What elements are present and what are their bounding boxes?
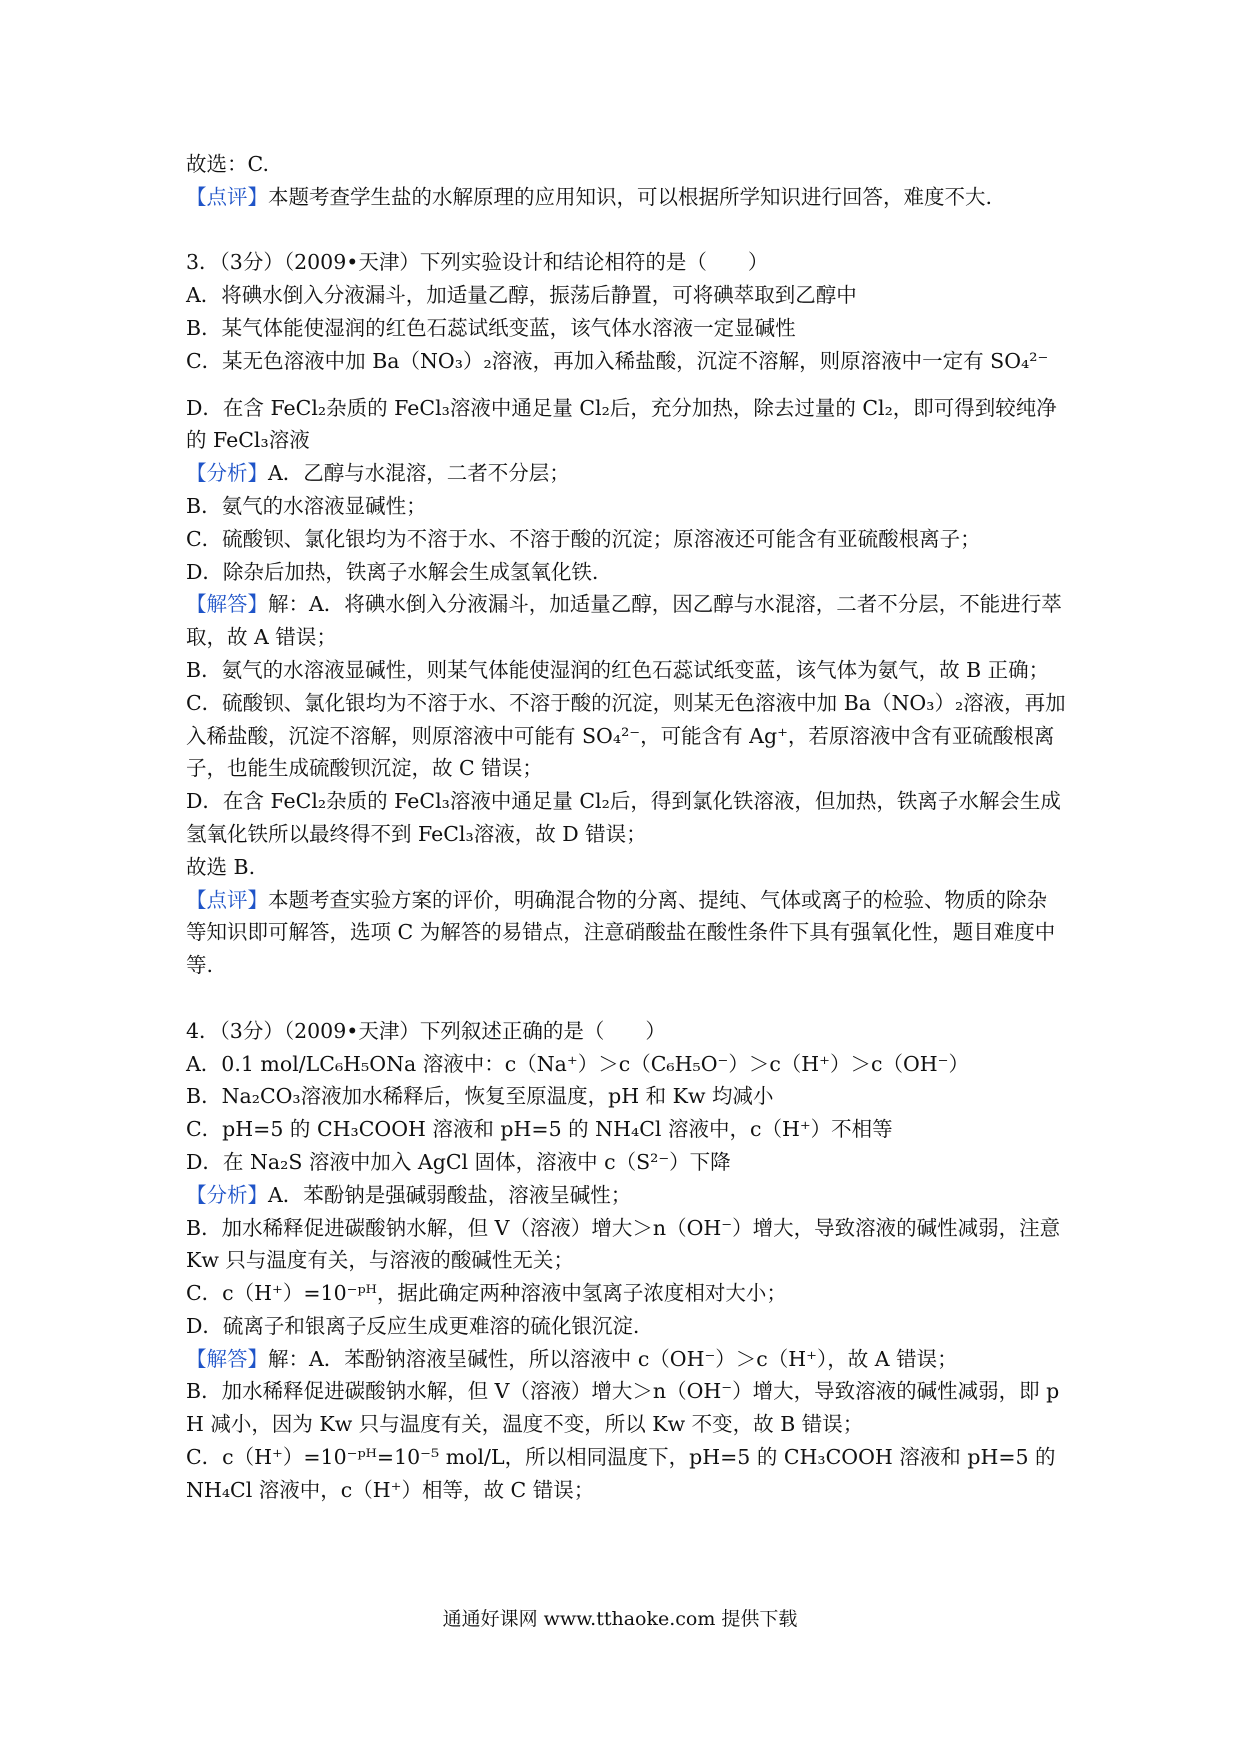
q3-answer-c: C．硫酸钡、氯化银均为不溶于水、不溶于酸的沉淀，则某无色溶液中加 Ba（NO₃）₂溶液，再加入稀盐酸，沉淀不溶解，则原溶液中可能有 SO₄²⁻，可能含有 Ag⁺，若原溶液中含有亚硫酸根离子，也能生成硫酸钡沉淀，故 C 错误； <box>186 690 1066 781</box>
q4-option-d: D．在 Na₂S 溶液中加入 AgCl 固体，溶液中 c（S²⁻）下降 <box>186 1149 731 1174</box>
q4-stem: 4．（3分）（2009•天津）下列叙述正确的是（ ） <box>186 1018 666 1043</box>
question-4 <box>186 1015 1066 1507</box>
q3-choice: 故选 B. <box>186 854 256 879</box>
question-3 <box>186 246 1066 982</box>
q3-analysis-c: C．硫酸钡、氯化银均为不溶于水、不溶于酸的沉淀；原溶液还可能含有亚硫酸根离子； <box>186 526 981 551</box>
review-text: 本题考查学生盐的水解原理的应用知识，可以根据所学知识进行回答，难度不大. <box>268 184 993 209</box>
q3-stem: 3．（3分）（2009•天津）下列实验设计和结论相符的是（ ） <box>186 250 769 275</box>
q3-option-b: B．某气体能使湿润的红色石蕊试纸变蓝，该气体水溶液一定显碱性 <box>186 315 796 340</box>
answer-tag: 【解答】 <box>186 1346 268 1371</box>
q3-answer-d: D．在含 FeCl₂杂质的 FeCl₃溶液中通足量 Cl₂后，得到氯化铁溶液，但加热，铁离子水解会生成氢氧化铁所以最终得不到 FeCl₃溶液，故 D 错误； <box>186 789 1061 846</box>
q3-review: 【点评】本题考查实验方案的评价，明确混合物的分离、提纯、气体或离子的检验、物质的除杂等知识即可解答，选项 C 为解答的易错点，注意硝酸盐在酸性条件下具有强氧化性，题目难度中等. <box>186 887 1056 978</box>
document-body <box>186 148 1066 1507</box>
page-footer: 通通好课网 www.tthaoke.com 提供下载 <box>442 1608 798 1630</box>
q4-analysis-c: C．c（H⁺）=10⁻ᵖᴴ，据此确定两种溶液中氢离子浓度相对大小； <box>186 1281 787 1306</box>
q4-answer-c: C．c（H⁺）=10⁻ᵖᴴ=10⁻⁵ mol/L，所以相同温度下，pH=5 的 CH₃COOH 溶液和 pH=5 的 NH₄Cl 溶液中，c（H⁺）相等，故 C 错误； <box>186 1445 1056 1502</box>
q3-answer-a: 【解答】解：A．将碘水倒入分液漏斗，加适量乙醇，因乙醇与水混溶，二者不分层，不能进行萃取，故 A 错误； <box>186 592 1062 650</box>
prev-review <box>186 181 1066 214</box>
q3-option-d: D．在含 FeCl₂杂质的 FeCl₃溶液中通足量 Cl₂后，充分加热，除去过量的 Cl₂，即可得到较纯净的 FeCl₃溶液 <box>186 395 1057 453</box>
q4-option-b: B．Na₂CO₃溶液加水稀释后，恢复至原温度，pH 和 Kw 均减小 <box>186 1084 774 1109</box>
q4-analysis-a: 【分析】A．苯酚钠是强碱弱酸盐，溶液呈碱性； <box>186 1182 632 1207</box>
prev-choice: 故选：C. <box>186 152 269 176</box>
analysis-tag: 【分析】 <box>186 461 268 486</box>
q4-option-a: A．0.1 mol/LC₆H₅ONa 溶液中：c（Na⁺）＞c（C₆H₅O⁻）＞c（H⁺）＞c（OH⁻） <box>186 1051 969 1076</box>
q3-analysis-a: 【分析】A．乙醇与水混溶，二者不分层； <box>186 461 570 486</box>
review-tag: 【点评】 <box>186 887 268 912</box>
analysis-tag: 【分析】 <box>186 1182 268 1207</box>
review-tag: 【点评】 <box>186 184 268 209</box>
q4-option-c: C．pH=5 的 CH₃COOH 溶液和 pH=5 的 NH₄Cl 溶液中，c（H⁺）不相等 <box>186 1117 893 1142</box>
q3-option-a: A．将碘水倒入分液漏斗，加适量乙醇，振荡后静置，可将碘萃取到乙醇中 <box>186 283 857 308</box>
q3-answer-b: B．氨气的水溶液显碱性，则某气体能使湿润的红色石蕊试纸变蓝，该气体为氨气，故 B 正确； <box>186 657 1050 682</box>
q3-analysis-b: B．氨气的水溶液显碱性； <box>186 493 427 518</box>
q4-analysis-b: B．加水稀释促进碳酸钠水解，但 V（溶液）增大＞n（OH⁻）增大，导致溶液的碱性减弱，注意 Kw 只与温度有关，与溶液的酸碱性无关； <box>186 1215 1061 1273</box>
q3-option-c: C．某无色溶液中加 Ba（NO₃）₂溶液，再加入稀盐酸，沉淀不溶解，则原溶液中一定有 SO₄²⁻ <box>186 348 1049 373</box>
q3-analysis-d: D．除杂后加热，铁离子水解会生成氢氧化铁. <box>186 559 599 584</box>
q4-analysis-d: D．硫离子和银离子反应生成更难溶的硫化银沉淀. <box>186 1313 640 1338</box>
answer-tag: 【解答】 <box>186 592 268 617</box>
q4-answer-a: 【解答】解：A．苯酚钠溶液呈碱性，所以溶液中 c（OH⁻）＞c（H⁺），故 A 错误； <box>186 1346 958 1371</box>
q4-answer-b: B．加水稀释促进碳酸钠水解，但 V（溶液）增大＞n（OH⁻）增大，导致溶液的碱性减弱，即 pH 减小，因为 Kw 只与温度有关，温度不变，所以 Kw 不变，故 B 错误； <box>186 1379 1060 1437</box>
